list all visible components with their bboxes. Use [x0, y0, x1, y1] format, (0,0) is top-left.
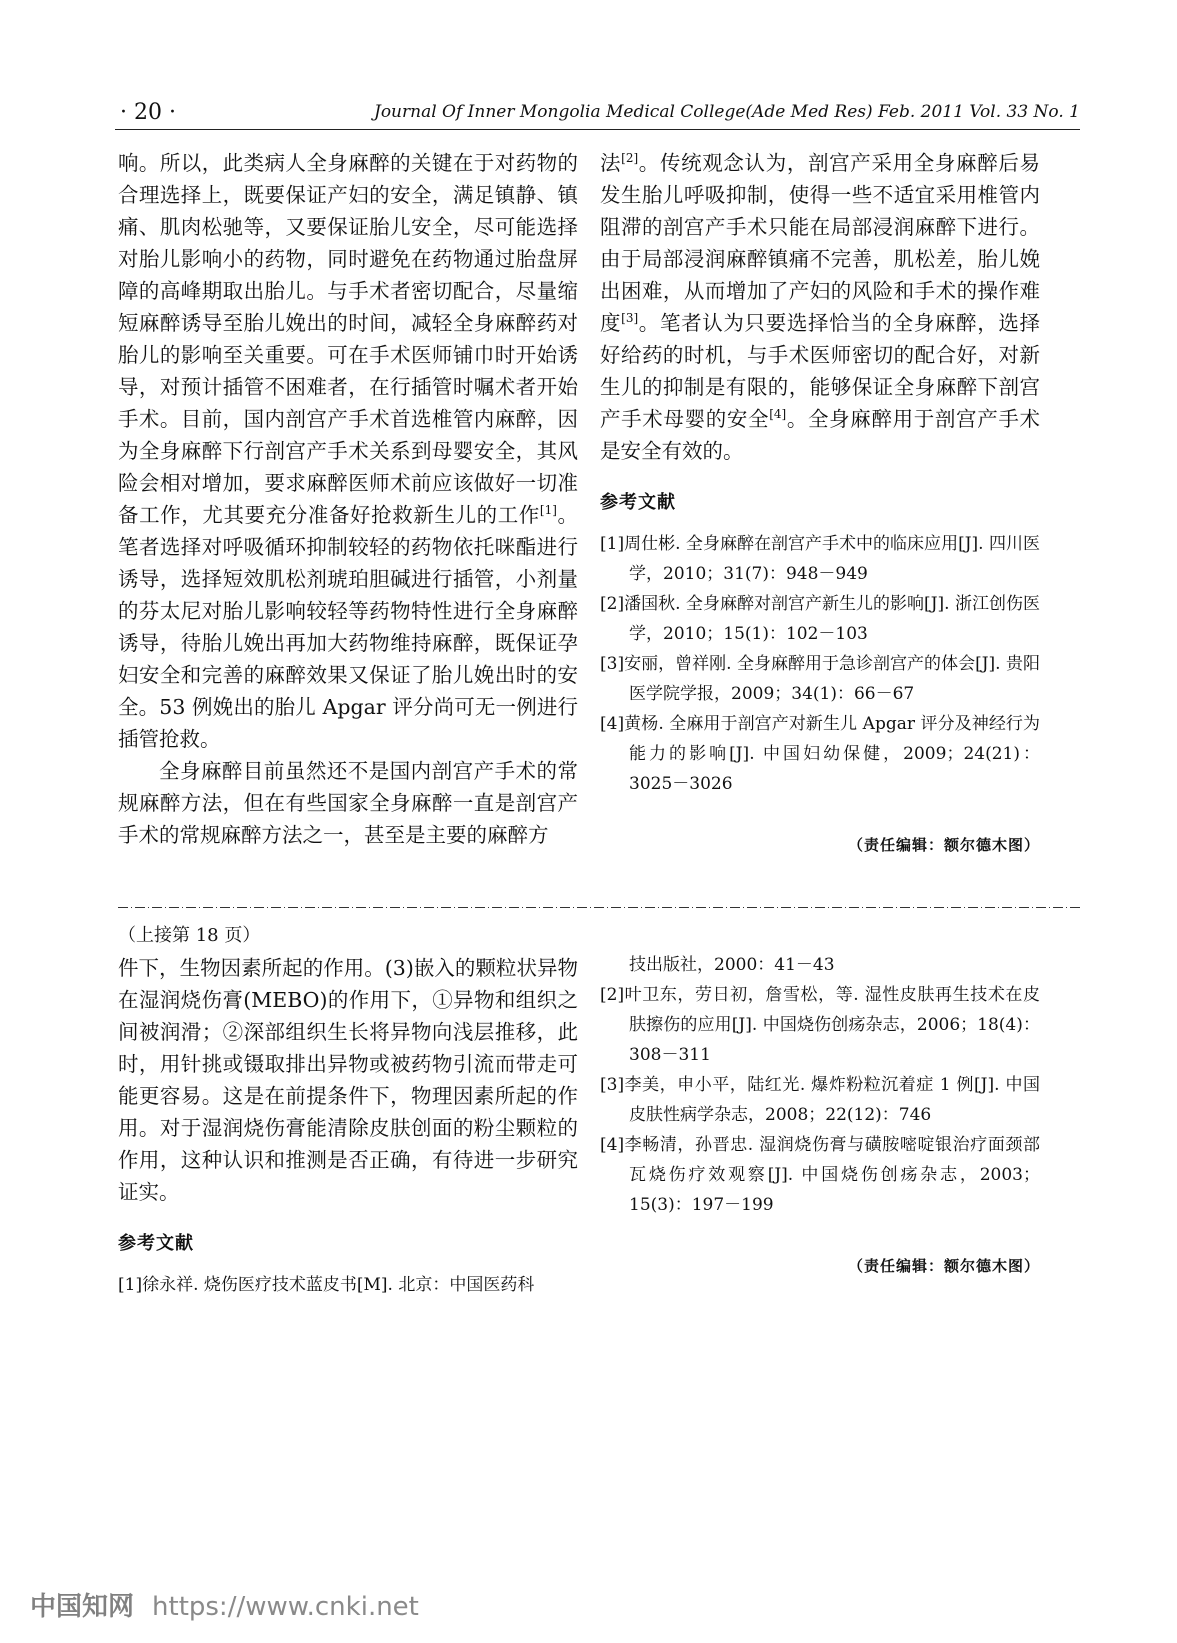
reference-item: [4]黄杨. 全麻用于剖宫产对新生儿 Apgar 评分及神经行为能力的影响[J]. 中国妇幼保健，2009；24(21)：3025－3026	[600, 714, 1040, 794]
editor-credit: （责任编辑：额尔德木图）	[847, 836, 1040, 854]
continued-note: （上接第 18 页）	[118, 925, 261, 946]
reference-item: [4]李畅清，孙晋忠. 湿润烧伤膏与磺胺嘧啶银治疗面颈部瓦烧伤疗效观察[J]. 中国烧伤创疡杂志，2003；15(3)：197－199	[600, 1135, 1040, 1215]
references-heading: 参考文献	[600, 492, 676, 513]
cnki-url[interactable]: https://www.cnki.net	[152, 1592, 419, 1622]
continued-article-right	[600, 950, 1040, 1282]
reference-item: [1]徐永祥. 烧伤医疗技术蓝皮书[M]. 北京：中国医药科	[118, 1275, 535, 1295]
reference-continuation: 技出版社，2000：41－43	[629, 955, 835, 975]
page-number: · 20 ·	[120, 100, 176, 125]
paragraph-text: 。笔者选择对呼吸循环抑制较轻的药物依托咪酯进行诱导，选择短效肌松剂琥珀胆碱进行插管，小剂量的芬太尼对胎儿影响较轻等药物特性进行全身麻醉诱导，待胎儿娩出再加大药物维持麻醉，既保证孕妇安全和完善的麻醉效果又保证了胎儿娩出时的安全。53 例娩出的胎儿 Apgar 评分尚可无一例进行插管抢救。	[118, 503, 579, 751]
citation-ref[interactable]: [4]	[769, 407, 787, 422]
reference-item: [2]叶卫东，劳日初，詹雪松，等. 湿性皮肤再生技术在皮肤擦伤的应用[J]. 中国烧伤创疡杂志，2006；18(4)：308－311	[600, 985, 1040, 1065]
paragraph-text: 响。所以，此类病人全身麻醉的关键在于对药物的合理选择上，既要保证产妇的安全，满足镇静、镇痛、肌肉松驰等，又要保证胎儿安全，尽可能选择对胎儿影响小的药物，同时避免在药物通过胎盘屏障的高峰期取出胎儿。与手术者密切配合，尽量缩短麻醉诱导至胎儿娩出的时间，减轻全身麻醉药对胎儿的影响至关重要。可在手术医师铺巾时开始诱导，对预计插管不困难者，在行插管时嘱术者开始手术。目前，国内剖宫产手术首选椎管内麻醉，因为全身麻醉下行剖宫产手术关系到母婴安全，其风险会相对增加，要求麻醉医师术前应该做好一切准备工作，尤其要充分准备好抢救新生儿的工作	[118, 151, 578, 527]
continued-article-left	[118, 920, 578, 1300]
citation-ref[interactable]: [2]	[621, 151, 639, 166]
paragraph-text: 法	[600, 151, 622, 175]
reference-item: [3]李美，申小平，陆红光. 爆炸粉粒沉着症 1 例[J]. 中国皮肤性病学杂志，2008；22(12)：746	[600, 1075, 1040, 1125]
article-column-left	[118, 147, 578, 851]
paragraph-text: 。笔者认为只要选择恰当的全身麻醉，选择好给药的时机，与手术医师密切的配合好，对新生儿的抑制是有限的，能够保证全身麻醉下剖宫产手术母婴的安全	[600, 311, 1041, 431]
paragraph-text: 。全身麻醉用于剖宫产手术是安全有效的。	[600, 407, 1041, 463]
reference-item: [3]安丽，曾祥刚. 全身麻醉用于急诊剖宫产的体会[J]. 贵阳医学院学报，2009；34(1)：66－67	[600, 654, 1040, 704]
reference-item: [1]周仕彬. 全身麻醉在剖宫产手术中的临床应用[J]. 四川医学，2010；31(7)：948－949	[600, 534, 1040, 584]
header-rule	[115, 129, 1080, 130]
body-paragraph: 件下，生物因素所起的作用。(3)嵌入的颗粒状异物在湿润烧伤膏(MEBO)的作用下，①异物和组织之间被润滑；②深部组织生长将异物向浅层推移，此时，用针挑或镊取排出异物或被药物引流而带走可能更容易。这是在前提条件下，物理因素所起的作用。对于湿润烧伤膏能清除皮肤创面的粉尘颗粒的作用，这种认识和推测是否正确，有待进一步研究证实。	[118, 956, 578, 1204]
citation-ref[interactable]: [3]	[621, 311, 639, 326]
article-separator	[118, 905, 1080, 911]
cnki-logo-text: 中国知网	[30, 1592, 135, 1622]
article-column-right	[600, 147, 1040, 861]
journal-citation: Journal Of Inner Mongolia Medical College(Ade Med Res) Feb. 2011 Vol. 33 No. 1	[374, 102, 1080, 122]
citation-ref[interactable]: [1]	[539, 503, 557, 518]
body-paragraph: 全身麻醉目前虽然还不是国内剖宫产手术的常规麻醉方法，但在有些国家全身麻醉一直是剖宫产手术的常规麻醉方法之一，甚至是主要的麻醉方	[118, 759, 578, 847]
references-heading: 参考文献	[118, 1233, 194, 1254]
body-paragraph	[118, 147, 578, 755]
reference-item: [2]潘国秋. 全身麻醉对剖宫产新生儿的影响[J]. 浙江创伤医学，2010；15(1)：102－103	[600, 594, 1040, 644]
paragraph-text: 。传统观念认为，剖宫产采用全身麻醉后易发生胎儿呼吸抑制，使得一些不适宜采用椎管内阻滞的剖宫产手术只能在局部浸润麻醉下进行。由于局部浸润麻醉镇痛不完善，肌松差，胎儿娩出困难，从而增加了产妇的风险和手术的操作难度	[600, 151, 1041, 335]
body-paragraph	[600, 147, 1040, 467]
running-header	[115, 100, 1080, 130]
cnki-watermark	[30, 1586, 419, 1623]
editor-credit: （责任编辑：额尔德木图）	[847, 1257, 1040, 1275]
